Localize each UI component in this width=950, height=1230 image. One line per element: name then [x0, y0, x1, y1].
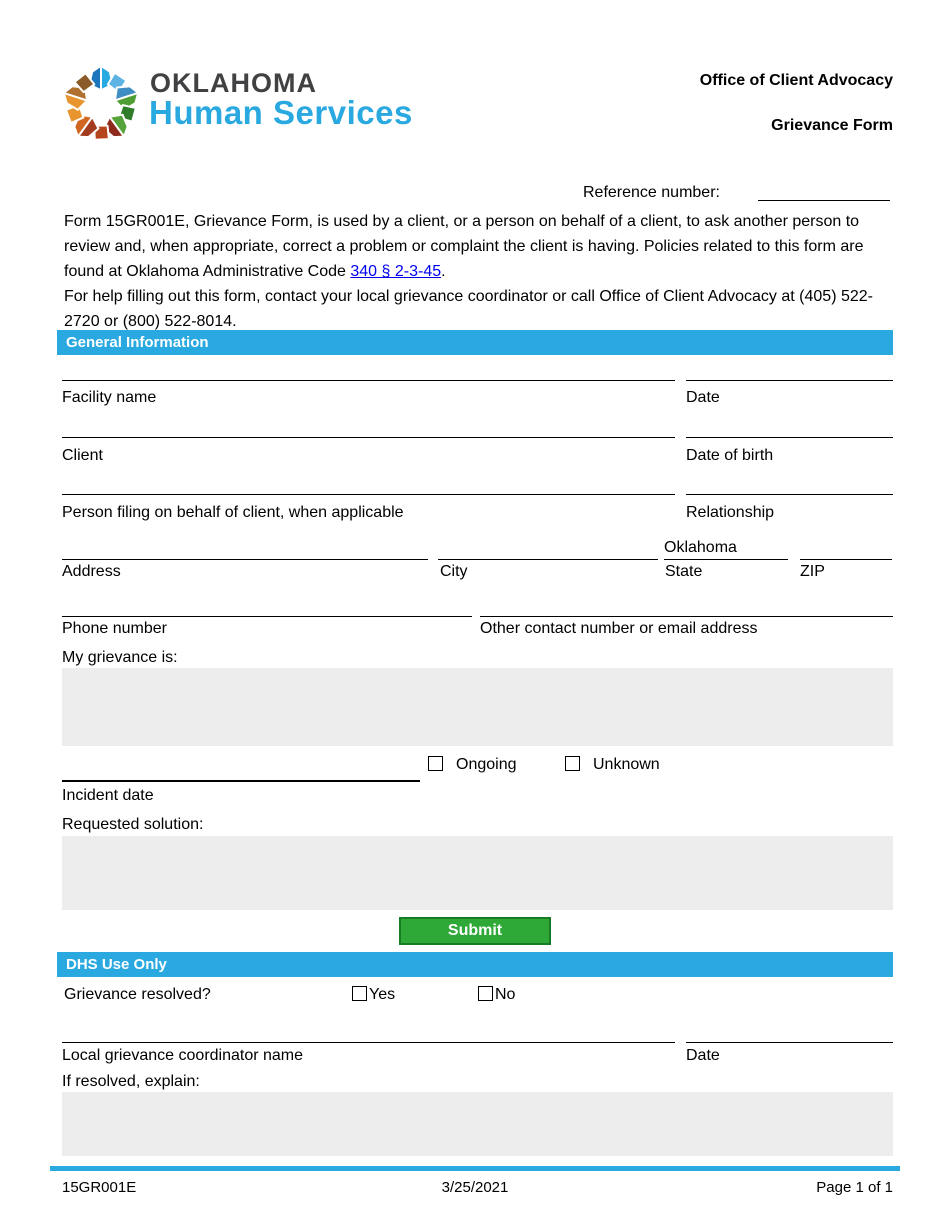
- facility-name-label: Facility name: [62, 389, 157, 406]
- coordinator-date-label: Date: [686, 1047, 720, 1064]
- city-label: City: [440, 563, 468, 580]
- unknown-label: Unknown: [593, 756, 660, 773]
- reference-number-input[interactable]: [758, 200, 890, 201]
- office-title: Office of Client Advocacy: [699, 72, 893, 89]
- section-header-dhs-use-only: DHS Use Only: [57, 952, 893, 977]
- city-input[interactable]: [438, 559, 658, 560]
- footer-revision-date: 3/25/2021: [441, 1179, 509, 1196]
- intro-paragraph-1: [64, 209, 896, 284]
- requested-solution-textarea[interactable]: [62, 836, 893, 910]
- client-label: Client: [62, 447, 103, 464]
- phone-number-label: Phone number: [62, 620, 167, 637]
- logo-wordmark-oklahoma: OKLAHOMA: [150, 68, 317, 98]
- section-header-general-information: General Information: [57, 330, 893, 355]
- submit-button[interactable]: Submit: [399, 917, 551, 945]
- date-of-birth-label: Date of birth: [686, 447, 774, 464]
- state-input[interactable]: [664, 559, 788, 560]
- incident-date-label: Incident date: [62, 787, 154, 804]
- grievance-textarea[interactable]: [62, 668, 893, 746]
- date-of-birth-input[interactable]: [686, 437, 893, 438]
- resolved-explain-label: If resolved, explain:: [62, 1073, 200, 1090]
- facility-name-input[interactable]: [62, 380, 675, 381]
- footer-page-number: Page 1 of 1: [816, 1179, 893, 1196]
- footer-divider: [50, 1166, 900, 1171]
- resolved-yes-label: Yes: [369, 986, 396, 1003]
- reference-number-label: Reference number:: [583, 184, 720, 201]
- relationship-label: Relationship: [686, 504, 775, 521]
- date-input[interactable]: [686, 380, 893, 381]
- oklahoma-human-services-logo-icon: [55, 60, 147, 148]
- phone-number-input[interactable]: [62, 616, 472, 617]
- date-label: Date: [686, 389, 720, 406]
- state-value: Oklahoma: [664, 539, 737, 556]
- intro-paragraph-1-period: .: [441, 263, 446, 280]
- zip-label: ZIP: [800, 563, 825, 580]
- grievance-resolved-label: Grievance resolved?: [64, 986, 211, 1003]
- address-label: Address: [62, 563, 121, 580]
- coordinator-date-input[interactable]: [686, 1042, 893, 1043]
- coordinator-name-input[interactable]: [62, 1042, 675, 1043]
- relationship-input[interactable]: [686, 494, 893, 495]
- grievance-label: My grievance is:: [62, 649, 178, 666]
- address-input[interactable]: [62, 559, 428, 560]
- ongoing-label: Ongoing: [456, 756, 517, 773]
- resolved-no-checkbox[interactable]: [478, 986, 493, 1001]
- resolved-yes-checkbox[interactable]: [352, 986, 367, 1001]
- coordinator-name-label: Local grievance coordinator name: [62, 1047, 304, 1064]
- other-contact-label: Other contact number or email address: [480, 620, 758, 637]
- resolved-no-label: No: [495, 986, 516, 1003]
- state-label: State: [665, 563, 703, 580]
- oac-code-link[interactable]: 340 § 2-3-45: [350, 263, 442, 280]
- client-input[interactable]: [62, 437, 675, 438]
- logo-wordmark-human-services: Human Services: [149, 94, 413, 131]
- resolved-explain-textarea[interactable]: [62, 1092, 893, 1156]
- incident-date-input[interactable]: [62, 780, 420, 782]
- ongoing-checkbox[interactable]: [428, 756, 443, 771]
- intro-paragraph-1-text: Form 15GR001E, Grievance Form, is used by a client, or a person on behalf of a client, to ask another person to review and, when appropriate, correct a problem or complaint the client is having. Policies related to this form are found at Oklahoma Administrative Code: [64, 213, 864, 280]
- requested-solution-label: Requested solution:: [62, 816, 204, 833]
- other-contact-input[interactable]: [480, 616, 893, 617]
- zip-input[interactable]: [800, 559, 892, 560]
- unknown-checkbox[interactable]: [565, 756, 580, 771]
- person-filing-label: Person filing on behalf of client, when applicable: [62, 504, 404, 521]
- form-title: Grievance Form: [771, 117, 893, 134]
- intro-paragraph-2: For help filling out this form, contact your local grievance coordinator or call Office of Client Advocacy at (405) 522-2720 or (800) 522-8014.: [64, 288, 873, 330]
- footer-form-number: 15GR001E: [62, 1179, 137, 1196]
- person-filing-input[interactable]: [62, 494, 675, 495]
